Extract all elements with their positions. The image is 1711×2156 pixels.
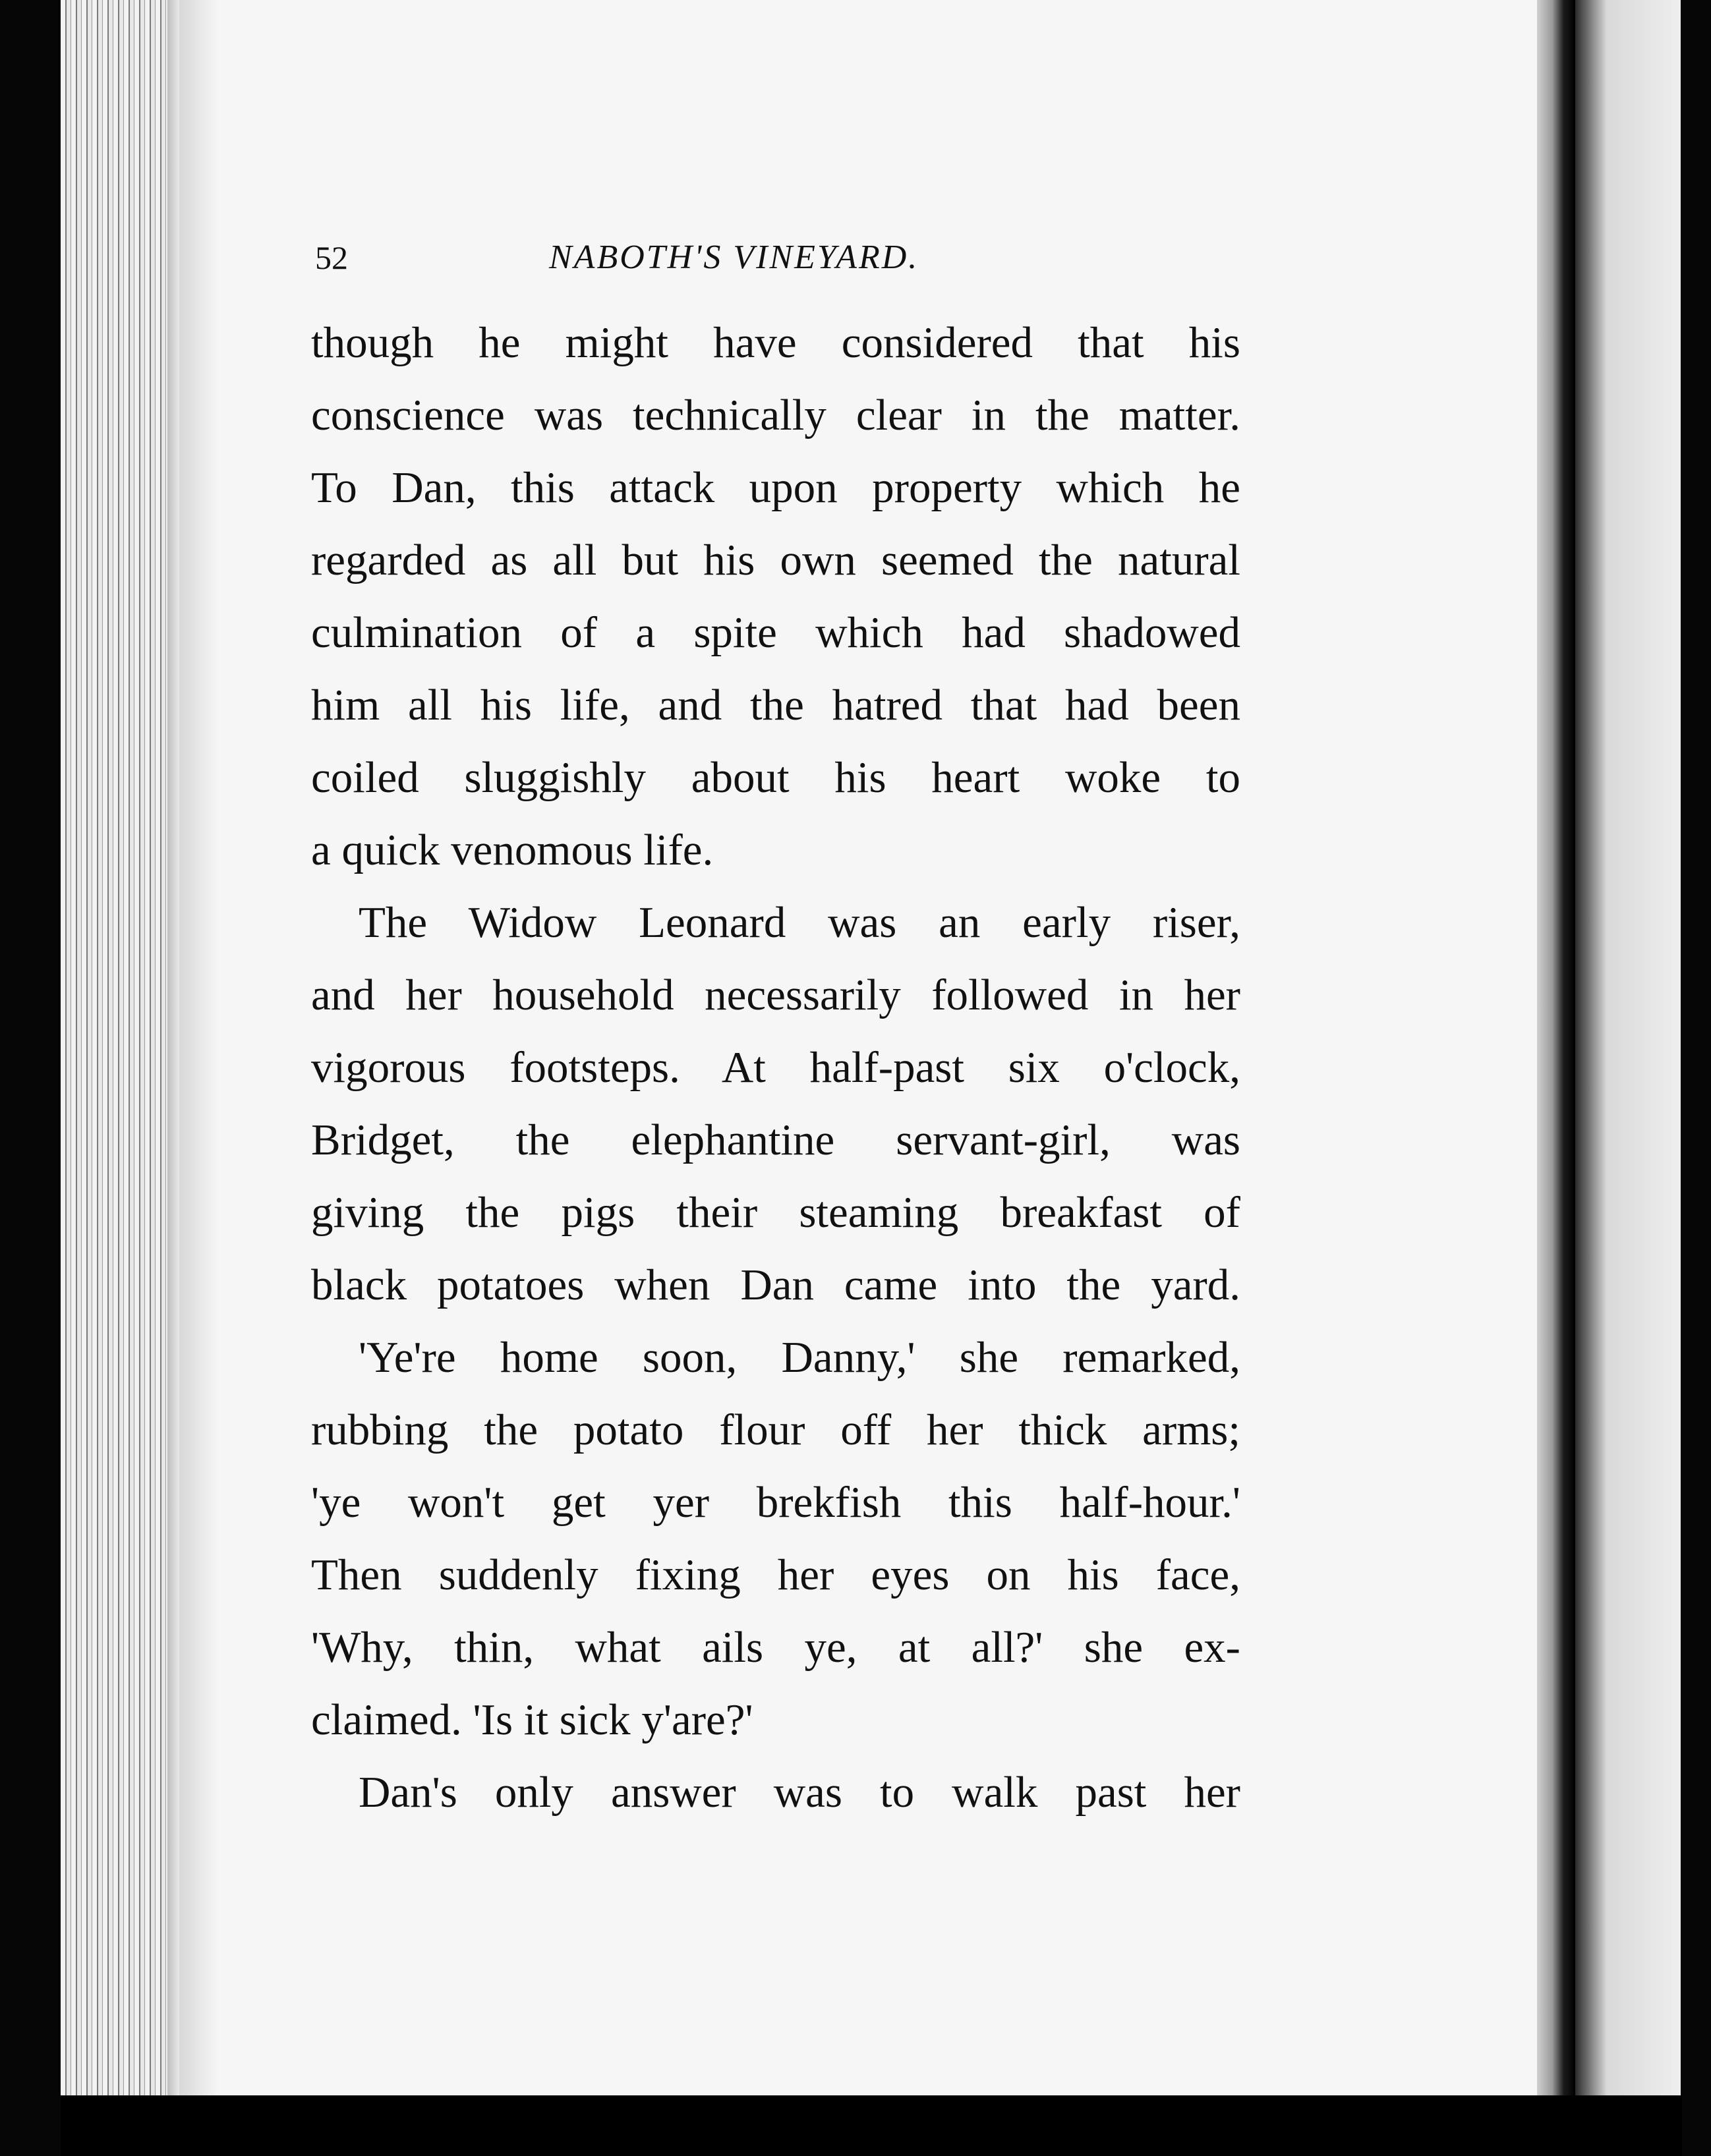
text-line: rubbing the potato flour off her thick arms; (311, 1405, 1240, 1454)
text-line: conscience was technically clear in the matter. (311, 391, 1240, 440)
text-line: claimed. 'Is it sick y'are?' (311, 1695, 753, 1744)
text-line: though he might have considered that his (311, 318, 1240, 367)
book-gutter (1537, 0, 1575, 2156)
text-line: The Widow Leonard was an early riser, (359, 898, 1240, 947)
text-line: giving the pigs their steaming breakfast of (311, 1188, 1240, 1237)
text-line: 'Ye're home soon, Danny,' she remarked, (359, 1333, 1240, 1382)
text-line: Bridget, the elephantine servant-girl, was (311, 1116, 1240, 1164)
text-line: and her household necessarily followed in her (311, 971, 1240, 1019)
text-line: 'Why, thin, what ails ye, at all?' she ex- (311, 1623, 1240, 1672)
text-line: him all his life, and the hatred that had been (311, 681, 1240, 729)
book-page-edges (61, 0, 179, 2095)
text-line: 'ye won't get yer brekfish this half-hour.' (311, 1478, 1240, 1527)
text-line: black potatoes when Dan came into the yard. (311, 1261, 1240, 1309)
text-line: vigorous footsteps. At half-past six o'clock, (311, 1043, 1240, 1092)
text-line: To Dan, this attack upon property which he (311, 463, 1240, 512)
page-number: 52 (315, 239, 348, 276)
facing-page-edge (1575, 0, 1681, 2095)
scan-bottom-border (61, 2095, 1682, 2156)
text-line: regarded as all but his own seemed the natural (311, 536, 1240, 584)
running-title: NABOTH'S VINEYARD. (549, 239, 919, 276)
body-text (311, 306, 1240, 1829)
text-line: Then suddenly fixing her eyes on his face, (311, 1550, 1240, 1599)
text-line: Dan's only answer was to walk past her (359, 1768, 1240, 1817)
text-line: a quick venomous life. (311, 826, 714, 874)
running-head (315, 235, 1251, 281)
text-line: coiled sluggishly about his heart woke to (311, 753, 1240, 802)
text-line: culmination of a spite which had shadowed (311, 608, 1240, 657)
